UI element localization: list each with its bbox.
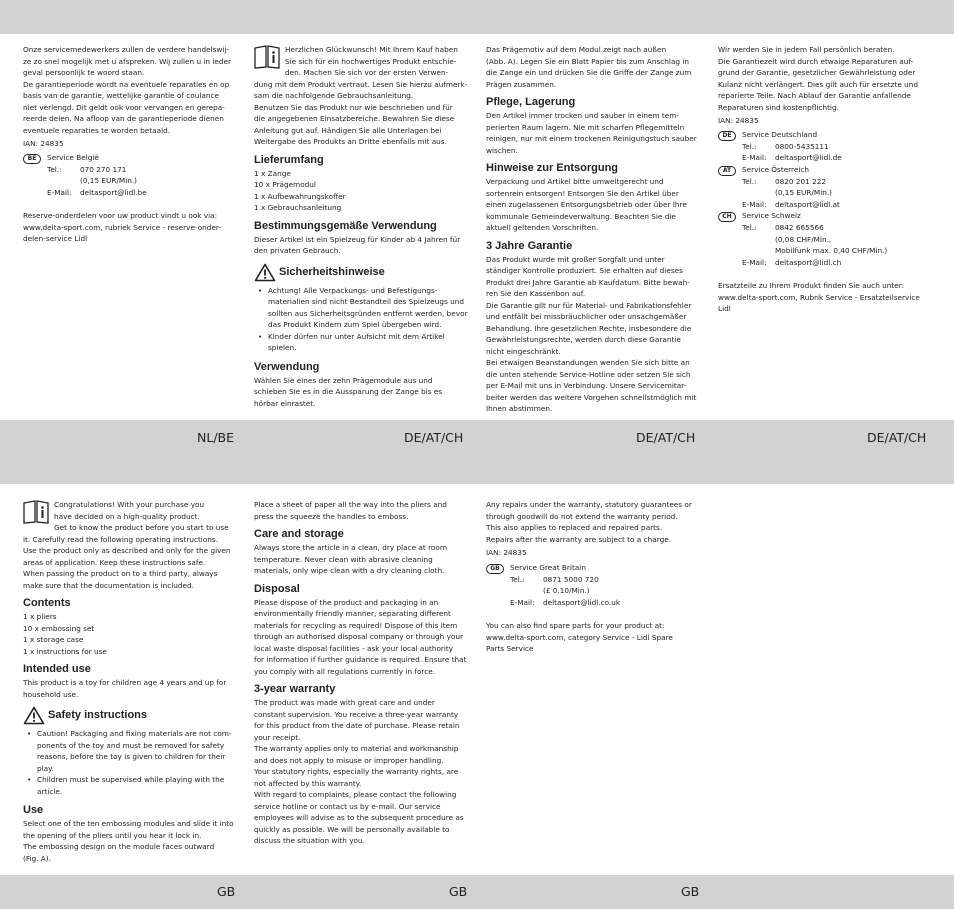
ch-tel-label: Tel.:: [742, 223, 757, 232]
lang-label-de-3: DE/AT/CH: [867, 430, 927, 445]
nl-service-block: [23, 152, 238, 199]
warning-icon: [23, 706, 45, 725]
at-country-badge: AT: [718, 166, 736, 176]
nl-spare-parts: Reserve-onderdelen voor uw product vindt u ook via: www.delta-sport.com, rubriek Service - reserve-onder- delen-service Lidl: [23, 211, 222, 243]
de-service-name: Service Deutschland: [742, 129, 818, 139]
gb-service-block: [486, 562, 701, 609]
de-safety-list: [254, 285, 470, 354]
nl-mail: deltasport@lidl.be: [80, 187, 147, 197]
gb-repairs: Any repairs under the warranty, statutory guarantees or through goodwill do not extend the warranty period. This also applies to replaced and repaired parts. Repairs after the warranty are subject to a charge.: [486, 500, 692, 544]
gb-tel: 0871 5000 720 (£ 0.10/Min.): [543, 574, 599, 595]
bottom-band: [0, 875, 954, 909]
gb-contents-title: Contents: [23, 597, 71, 609]
gb-disposal-title: Disposal: [254, 582, 300, 595]
de-mail: deltasport@lidl.de: [775, 153, 842, 162]
de-care: Den Artikel immer trocken und sauber in einem tem- perierten Raum lagern. Nie mit scharfen Pflegemitteln reinigen, nur mit einem trockenen Reinigungstuch sauber wischen.: [486, 111, 697, 155]
de-tel: 0800-5435111: [775, 141, 829, 151]
at-mail-label: E-Mail:: [742, 199, 767, 209]
at-tel: 0820 201 222 (0,15 EUR/Min.): [775, 176, 833, 197]
at-service-name: Service Österreich: [742, 164, 810, 174]
gb-contents: 1 x pliers 10 x embossing set 1 x storage case 1 x instructions for use: [23, 612, 107, 656]
de-safety-item: • Kinder dürfen nur unter Aufsicht mit dem Artikel spielen.: [254, 331, 470, 354]
de-warranty: Das Produkt wurde mit großer Sorgfalt und unter ständiger Kontrolle produziert. Sie erhalten auf dieses Produkt drei Jahre Garantie ab Kaufdatum. Bitte bewah- ren Sie den Kassenbon auf. Die Garantie gilt nur für Material- und Fabrikationsfehler und entfällt bei missbräuchlicher oder unsachgemäßer Behandlung. Ihre gesetzlichen Rechte, insbesondere die Gewährleistungsrechte, werden durch diese Garantie nicht eingeschränkt. Bei etwaigen Beanstandungen wenden Sie sich bitte an die unten stehende Service-Hotline oder setzen Sie sich per E-Mail mit uns in Verbindung. Unsere Servicemitar- beiter werden das weitere Vorgehen schnellstmöglich mit Ihnen abstimmen.: [486, 254, 697, 413]
gb-intro-head: Congratulations! With your purchase you have decided on a high-quality product. Get to know the product before you start to use: [54, 500, 229, 532]
nl-service-name: Service België: [47, 152, 99, 162]
de-tel-label: Tel.:: [742, 141, 757, 151]
gb-mail-label: E-Mail:: [510, 597, 535, 607]
gb-safety-title: Safety instructions: [48, 709, 148, 721]
de-usage: Wählen Sie eines der zehn Prägemodule aus und schieben Sie es in die Aussparung der Zange bis es hörbar einrastet.: [254, 375, 443, 408]
middle-band: [0, 420, 954, 484]
de-ian: IAN: 24835: [718, 116, 759, 125]
de-disposal: Verpackung und Artikel bitte umweltgerecht und sortenrein entsorgen! Entsorgen Sie den Artikel über einen zugelassenen Entsorgungsbetrieb oder über Ihre kommunale Gemeindeverwaltung. Beachten Sie die aktuell geltenden Vorschriften.: [486, 177, 687, 232]
de-service-block: [718, 129, 938, 269]
gb-use: Select one of the ten embossing modules and slide it into the opening of the pliers until you hear it lock in. The embossing design on the module faces outward (Fig. A).: [23, 819, 234, 863]
gb-safety-list: [23, 728, 238, 797]
nl-tel: 070 270 171 (0,15 EUR/Min.): [80, 164, 138, 185]
gb-safety-item: • Caution! Packaging and fixing materials are not com- ponents of the toy and must be removed for safety reasons, before the toy is given to children for their play.: [23, 728, 238, 774]
lang-label-gb-3: GB: [681, 884, 700, 899]
gb-column-1: [23, 499, 238, 864]
manual-info-icon: [254, 45, 280, 69]
at-mail: deltasport@lidl.at: [775, 199, 840, 209]
gb-warranty-title: 3-year warranty: [254, 683, 336, 695]
nl-ian: IAN: 24835: [23, 139, 64, 148]
gb-care: Always store the article in a clean, dry place at room temperature. Never clean with abrasive cleaning materials, only wipe clean with a dry cleaning cloth.: [254, 543, 447, 575]
ch-mail: deltasport@lidl.ch: [775, 257, 842, 267]
de-column-2: [486, 44, 701, 415]
gb-tel-label: Tel.:: [510, 574, 525, 584]
lang-label-de-2: DE/AT/CH: [636, 430, 696, 445]
be-country-badge: BE: [23, 154, 41, 164]
gb-column-2: [254, 499, 470, 847]
de-use: Dieser Artikel ist ein Spielzeug für Kinder ab 4 Jahren für den privaten Gebrauch.: [254, 234, 461, 255]
gb-ian: IAN: 24835: [486, 548, 527, 557]
de-usage-title: Verwendung: [254, 360, 320, 373]
lang-label-gb-1: GB: [217, 884, 236, 899]
ch-mail-label: E-Mail:: [742, 257, 767, 267]
lang-label-de-1: DE/AT/CH: [404, 430, 464, 445]
gb-mail: deltasport@lidl.co.uk: [543, 597, 621, 607]
de-contact: Wir werden Sie in jedem Fall persönlich beraten. Die Garantiezeit wird durch etwaige Reparaturen auf- grund der Garantie, gesetzlicher Gewährleistung oder Kulanz nicht verlängert. Dies gilt auch für ersetzte und reparierte Teile. Nach Ablauf der Garantie anfallende Reparaturen sind kostenpflichtig.: [718, 45, 919, 112]
gb-intro-tail: it. Carefully read the following operating instructions. Use the product only as described and only for the given areas of application. Keep these instructions safe. When passing the product on to a third party, always make sure that the documentation is included.: [23, 534, 231, 590]
manual-info-icon: [23, 500, 49, 524]
gb-service-name: Service Great Britain: [510, 562, 586, 572]
de-intro-head: Herzlichen Glückwunsch! Mit Ihrem Kauf haben Sie sich für ein hochwertiges Produkt entschie- den. Machen Sie sich vor der ersten Verwen-: [285, 45, 458, 77]
gb-spare-parts: You can also find spare parts for your product at: www.delta-sport.com, category Service - Lidl Spare Parts Service: [486, 621, 673, 653]
de-warranty-title: 3 Jahre Garantie: [486, 239, 573, 252]
de-spare-parts: Ersatzteile zu Ihrem Produkt finden Sie auch unter: www.delta-sport.com, Rubrik Service - Ersatzteilservice Lidl: [718, 281, 920, 313]
nl-tel-label: Tel.:: [47, 164, 62, 174]
de-use-title: Bestimmungsgemäße Verwendung: [254, 219, 437, 232]
de-scope-title: Lieferumfang: [254, 153, 324, 166]
de-safety-heading: [254, 263, 470, 282]
de-safety-title: Sicherheitshinweise: [279, 265, 385, 278]
lang-label-nl-be: NL/BE: [197, 430, 234, 445]
de-care-title: Pflege, Lagerung: [486, 96, 576, 108]
de-country-badge: DE: [718, 131, 736, 141]
gb-intro-row: [23, 499, 238, 534]
de-disposal-title: Hinweise zur Entsorgung: [486, 162, 619, 174]
de-intro-tail: dung mit dem Produkt vertraut. Lesen Sie hierzu aufmerk- sam die nachfolgende Gebrauchsanleitung. Benutzen Sie das Produkt nur wie beschrieben und für die angegebenen Einsatzbereiche. Bewahren Sie diese Anleitung gut auf. Händigen Sie alle Unterlagen bei Weitergabe des Produkts an Dritte ebenfalls mit aus.: [254, 79, 468, 146]
gb-intended: This product is a toy for children age 4 years and up for household use.: [23, 678, 227, 699]
gb-care-title: Care and storage: [254, 528, 344, 540]
gb-use-title: Use: [23, 804, 44, 816]
top-band: [0, 0, 954, 34]
nl-intro: Onze servicemedewerkers zullen de verdere handelswij- ze zo snel mogelijk met u afspreken. Wij zullen u in ieder geval persoonlijk te woord staan. De garantieperiode wordt na eventuele reparaties en op basis van de garantie, wettelijke garantie of coulance niet verlengd. Dit geldt ook voor vervangen en gerepa- reerde delen. Na afloop van de garantieperiode dienen eventuele reparaties te worden betaald.: [23, 45, 232, 135]
ch-country-badge: CH: [718, 212, 736, 222]
de-column-3: [718, 44, 938, 315]
gb-safety-item: • Children must be supervised while playing with the article.: [23, 774, 238, 797]
gb-disposal: Please dispose of the product and packaging in an environmentally friendly manner, separating different materials for recycling as required! Dispose of this item through an authorised disposal company or through your local waste disposal facilities - ask your local authority for information if further guidance is required. Ensure that you comply with all regulations currently in force.: [254, 597, 467, 676]
de-column-1: [254, 44, 470, 409]
ch-service-name: Service Schweiz: [742, 211, 801, 220]
gb-safety-heading: [23, 706, 238, 725]
de-mail-label: E-Mail:: [742, 153, 767, 162]
nl-column: [23, 44, 238, 245]
gb-paper: Place a sheet of paper all the way into the pliers and press the squeeze the handles to emboss.: [254, 500, 447, 521]
gb-column-3: [486, 499, 701, 655]
at-tel-label: Tel.:: [742, 176, 757, 186]
nl-mail-label: E-Mail:: [47, 187, 72, 197]
de-safety-item: • Achtung! Alle Verpackungs- und Befestigungs- materialien sind nicht Bestandteil des Spielzeugs und sollten aus Sicherheitsgründen entfernt werden, bevor das Produkt Kindern zum Spiel übergeben wird.: [254, 285, 470, 331]
de-scope: 1 x Zange 10 x Prägemodul 1 x Aufbewahrungskoffer 1 x Gebrauchsanleitung: [254, 168, 346, 212]
de-motif: Das Prägemotiv auf dem Modul zeigt nach außen (Abb. A). Legen Sie ein Blatt Papier bis zum Anschlag in die Zange ein und drücken Sie die Griffe der Zange zum Prägen zusammen.: [486, 45, 692, 89]
warning-icon: [254, 263, 276, 282]
gb-intended-title: Intended use: [23, 663, 91, 675]
lang-label-gb-2: GB: [449, 884, 468, 899]
gb-warranty: The product was made with great care and under constant supervision. You receive a three-year warranty for this product from the date of purchase. Please retain your receipt. The warranty applies only to material and workmanship and does not apply to misuse or improper handling. Your statutory rights, especially the warranty rights, are not affected by this warranty. With regard to complaints, please contact the following service hotline or contact us by e-mail. Our service employees will advise as to the subsequent procedure as quickly as possible. We will be personally available to discuss the situation with you.: [254, 698, 464, 845]
de-intro-row: [254, 44, 470, 79]
gb-country-badge: GB: [486, 564, 504, 574]
ch-tel: 0842 665566 (0,08 CHF/Min., Mobilfunk max. 0,40 CHF/Min.): [775, 223, 888, 255]
